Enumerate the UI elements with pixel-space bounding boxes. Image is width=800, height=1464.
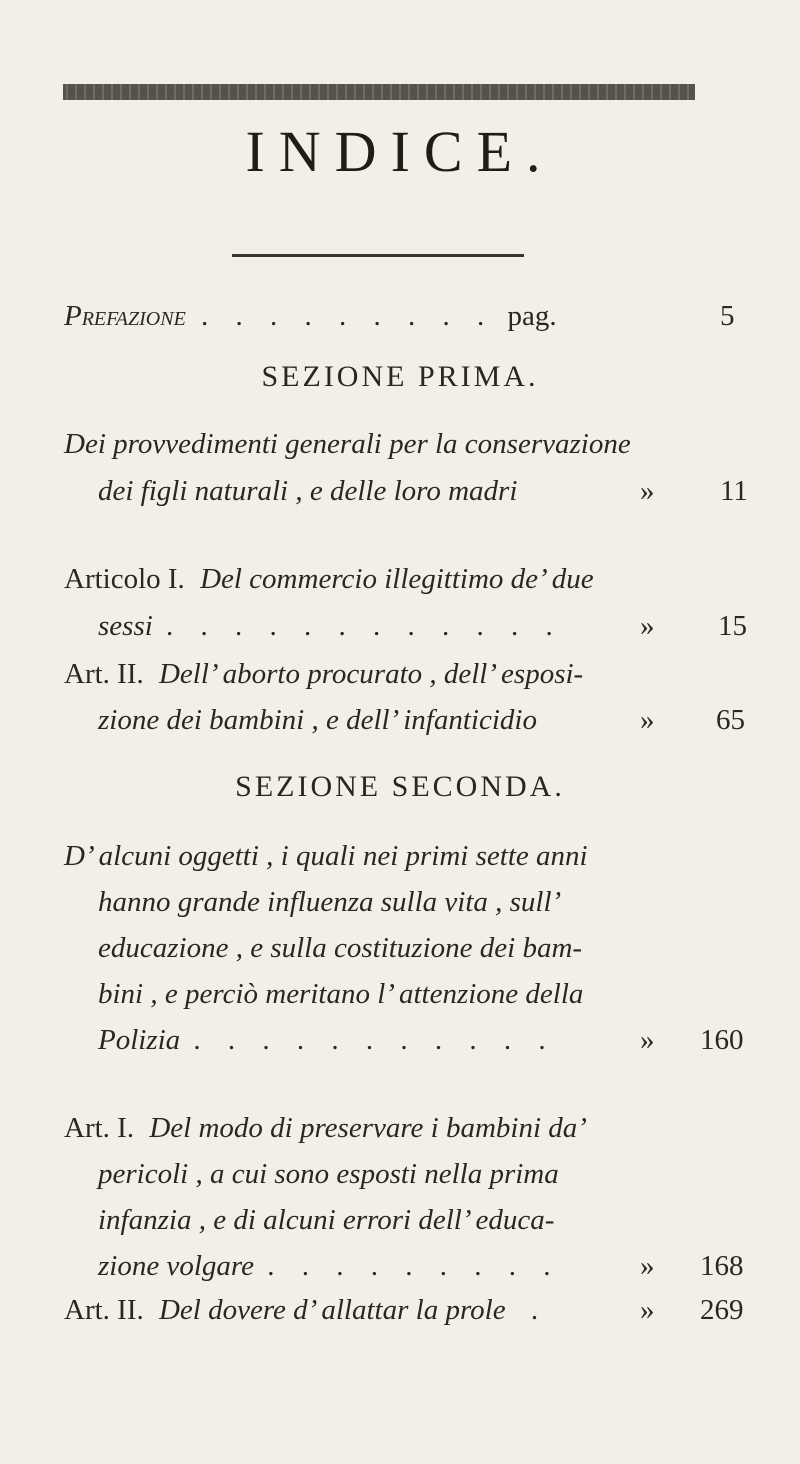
- section1-art1-text-2: sessi: [98, 610, 153, 642]
- section1-intro-line-1: Dei provvedimenti generali per la conservazione: [64, 428, 631, 460]
- section2-art1-text-4: zione volgare: [98, 1250, 254, 1282]
- section2-art2-text-1: Del dovere d’ allattar la prole: [158, 1294, 506, 1326]
- section1-art1-marker: »: [640, 610, 655, 642]
- section2-intro-dots: . . . . . . . . . . .: [193, 1024, 556, 1056]
- section2-heading: SEZIONE SECONDA.: [235, 770, 565, 803]
- section2-art1-text-1: Del modo di preservare i bambini da’: [149, 1112, 587, 1144]
- section1-art2-line-1: [64, 658, 583, 691]
- preface-pag-label: pag.: [507, 300, 557, 332]
- section1-intro-page: 11: [720, 475, 748, 507]
- section2-art2-dots: .: [530, 1294, 549, 1326]
- section2-art2-marker: »: [640, 1294, 655, 1326]
- section2-art1-prefix: Art. I.: [64, 1112, 135, 1144]
- section1-art1-line-2: [98, 610, 563, 643]
- section2-art1-line-1: [64, 1112, 587, 1145]
- section2-intro-line-5: [98, 1024, 556, 1057]
- section2-intro-line-1: D’ alcuni oggetti , i quali nei primi sette anni: [64, 840, 588, 872]
- section1-art1-prefix: Articolo I.: [64, 563, 185, 595]
- section1-art1-dots: . . . . . . . . . . . .: [166, 610, 563, 642]
- top-decorative-rule: [63, 84, 695, 100]
- section1-art2-page: 65: [716, 704, 745, 736]
- section2-art2-line-1: [64, 1294, 548, 1327]
- section1-art1-page: 15: [718, 610, 747, 642]
- section2-intro-page: 160: [700, 1024, 744, 1056]
- section2-art1-line-2: pericoli , a cui sono esposti nella prima: [98, 1158, 559, 1190]
- section2-intro-line-4: bini , e perciò meritano l’ attenzione della: [98, 978, 584, 1010]
- section2-art1-line-3: infanzia , e di alcuni errori dell’ educa-: [98, 1204, 555, 1236]
- section2-art2-page: 269: [700, 1294, 744, 1326]
- section2-intro-line-3: educazione , e sulla costituzione dei bam-: [98, 932, 583, 964]
- section2-art1-line-4: [98, 1250, 560, 1283]
- section1-art1-line-1: [64, 563, 594, 596]
- section1-heading: SEZIONE PRIMA.: [261, 360, 539, 393]
- section1-intro-text-2: dei figli naturali , e delle loro madri: [98, 475, 518, 507]
- section1-intro-line-2: [98, 475, 517, 508]
- section2-art1-dots: . . . . . . . . .: [267, 1250, 561, 1282]
- section1-intro-marker: »: [640, 475, 655, 507]
- preface-entry: [64, 300, 557, 333]
- section2-art1-marker: »: [640, 1250, 655, 1282]
- section1-art1-text-1: Del commercio illegittimo de’ due: [200, 563, 594, 595]
- section1-art2-line-2: zione dei bambini , e dell’ infanticidio: [98, 704, 537, 736]
- section2-intro-line-2: hanno grande influenza sulla vita , sull’: [98, 886, 562, 918]
- page-title: INDICE.: [245, 119, 555, 184]
- section2-intro-marker: »: [640, 1024, 655, 1056]
- section2-art2-prefix: Art. II.: [64, 1294, 144, 1326]
- preface-label: Prefazione: [64, 300, 186, 332]
- section1-art2-marker: »: [640, 704, 655, 736]
- section2-art1-page: 168: [700, 1250, 744, 1282]
- title-rule: [232, 254, 524, 257]
- section1-art2-text-1: Dell’ aborto procurato , dell’ esposi-: [158, 658, 584, 690]
- preface-page: 5: [720, 300, 735, 332]
- preface-dots: . . . . . . . . .: [201, 300, 495, 332]
- section1-art2-prefix: Art. II.: [64, 658, 144, 690]
- section2-intro-text-5: Polizia: [98, 1024, 181, 1056]
